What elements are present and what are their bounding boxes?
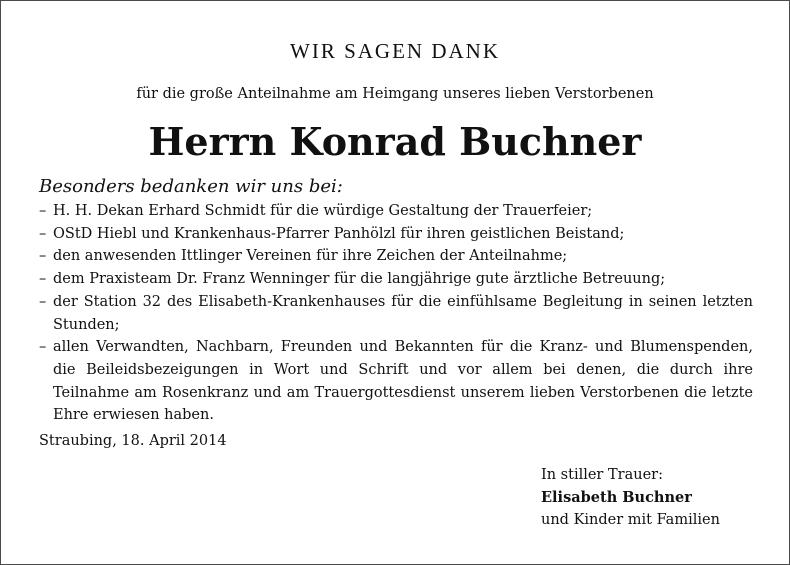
thanks-heading: Besonders bedanken wir uns bei: [39,176,343,197]
signer-name: Elisabeth Buchner [541,488,692,506]
deceased-name: Herrn Konrad Buchner [148,119,642,164]
thanks-item: – dem Praxisteam Dr. Franz Wenninger für die langjährige gute ärztliche Betreuung; [39,268,753,291]
notice-intro: für die große Anteilnahme am Heimgang unseres lieben Verstorbenen [136,86,654,102]
signature-intro: In stiller Trauer: [541,467,663,483]
place-date: Straubing, 18. April 2014 [39,433,227,449]
thanks-item: – H. H. Dekan Erhard Schmidt für die würdige Gestaltung der Trauerfeier; [39,200,753,223]
thanks-item: – allen Verwandten, Nachbarn, Freunden und Bekannten für die Kranz- und Blumenspenden, die Beileidsbezeigungen in Wort und Schrift und vor allem bei denen, die durch ihre Teilnahme am Rosenkranz und am Trauergottesdienst unserem lieben Verstorbenen die letzte Ehre erwiesen haben. [39,336,753,427]
thanks-item: – OStD Hiebl und Krankenhaus-Pfarrer Panhölzl für ihren geistlichen Beistand; [39,223,753,246]
notice-heading: WIR SAGEN DANK [290,39,500,63]
signature-block [541,464,771,532]
signature-family: und Kinder mit Familien [541,512,720,528]
thanks-list [39,200,753,427]
thanks-item: – der Station 32 des Elisabeth-Krankenhauses für die einfühlsame Begleitung in seinen letzten Stunden; [39,291,753,336]
thanks-item: – den anwesenden Ittlinger Vereinen für ihre Zeichen der Anteilnahme; [39,245,753,268]
